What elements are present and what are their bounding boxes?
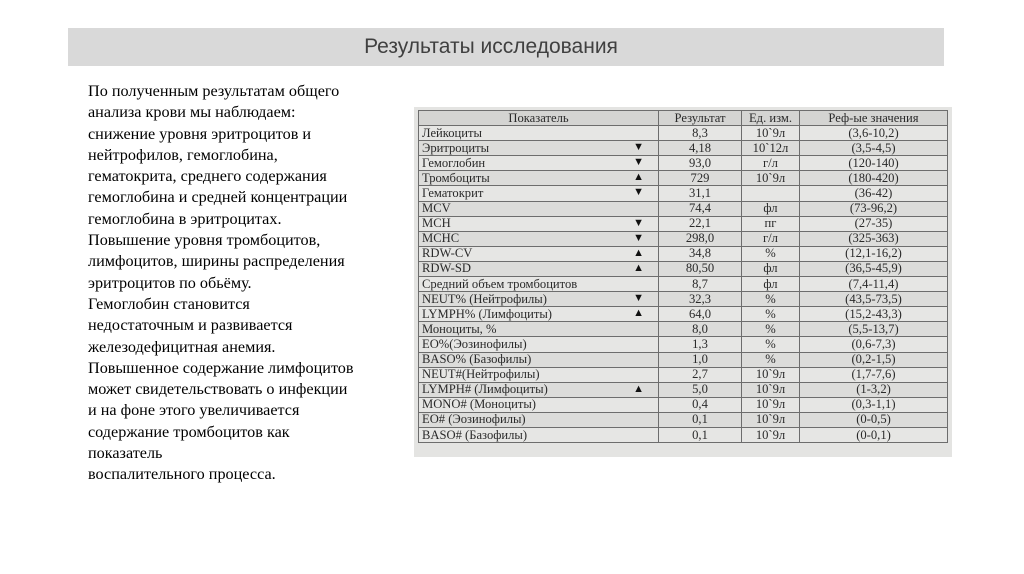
table-row: [419, 186, 948, 201]
parameter-name: [419, 382, 659, 397]
reference-range: (15,2-43,3): [800, 307, 948, 322]
parameter-label: NEUT% (Нейтрофилы): [422, 291, 547, 306]
parameter-name: [419, 171, 659, 186]
parameter-name: [419, 307, 659, 322]
description-line: воспалительного процесса.: [88, 465, 276, 484]
parameter-name: [419, 201, 659, 216]
result-value: 0,4: [659, 397, 742, 412]
arrow-up-icon: ▲: [633, 171, 644, 184]
parameter-label: MCHC: [422, 231, 460, 246]
reference-range: (325-363): [800, 231, 948, 246]
unit: 10`9л: [742, 397, 800, 412]
description-line: Гемоглобин становится: [88, 294, 250, 313]
result-value: 729: [659, 171, 742, 186]
table-row: [419, 322, 948, 337]
parameter-label: NEUT#(Нейтрофилы): [422, 367, 540, 382]
parameter-label: LYMPH% (Лимфоциты): [422, 306, 553, 321]
parameter-name: [419, 322, 659, 337]
arrow-down-icon: ▼: [633, 156, 644, 169]
reference-range: (1,7-7,6): [800, 367, 948, 382]
parameter-label: MONO# (Моноциты): [422, 397, 536, 412]
arrow-down-icon: ▼: [633, 141, 644, 154]
reference-range: (0-0,5): [800, 412, 948, 427]
table-row: [419, 307, 948, 322]
parameter-name: [419, 186, 659, 201]
parameter-name: [419, 231, 659, 246]
parameter-label: EO%(Эозинофилы): [422, 336, 527, 351]
description-line: и на фоне этого увеличивается: [88, 401, 300, 420]
unit: фл: [742, 277, 800, 292]
parameter-name: [419, 246, 659, 261]
description-line: анализа крови мы наблюдаем:: [88, 103, 296, 122]
reference-range: (0,6-7,3): [800, 337, 948, 352]
result-value: 8,3: [659, 126, 742, 141]
result-value: 2,7: [659, 367, 742, 382]
arrow-down-icon: ▼: [633, 231, 644, 244]
result-value: 0,1: [659, 427, 742, 442]
unit: 10`9л: [742, 412, 800, 427]
arrow-up-icon: ▲: [633, 261, 644, 274]
unit: 10`9л: [742, 367, 800, 382]
unit: %: [742, 246, 800, 261]
reference-range: (5,5-13,7): [800, 322, 948, 337]
description-line: гемоглобина в эритроцитах.: [88, 209, 282, 228]
description-text: [88, 81, 413, 486]
result-value: 8,0: [659, 322, 742, 337]
unit: %: [742, 352, 800, 367]
header-parameter: Показатель: [419, 111, 659, 126]
reference-range: (0,3-1,1): [800, 397, 948, 412]
description-line: Повышение уровня тромбоцитов,: [88, 231, 321, 250]
parameter-name: [419, 337, 659, 352]
arrow-up-icon: ▲: [633, 307, 644, 320]
arrow-up-icon: ▲: [633, 382, 644, 395]
parameter-name: [419, 216, 659, 231]
parameter-label: Гематокрит: [422, 186, 484, 201]
table-row: [419, 367, 948, 382]
description-line: гематокрита, среднего содержания: [88, 167, 327, 186]
parameter-name: [419, 352, 659, 367]
reference-range: (12,1-16,2): [800, 246, 948, 261]
unit: 10`9л: [742, 382, 800, 397]
result-value: 5,0: [659, 382, 742, 397]
reference-range: (0-0,1): [800, 427, 948, 442]
header-reference: Реф-ые значения: [800, 111, 948, 126]
reference-range: (7,4-11,4): [800, 277, 948, 292]
description-line: может свидетельствовать о инфекции: [88, 380, 348, 399]
table-row: [419, 156, 948, 171]
description-line: содержание тромбоцитов как: [88, 422, 290, 441]
result-value: 0,1: [659, 412, 742, 427]
result-value: 32,3: [659, 292, 742, 307]
table-row: [419, 171, 948, 186]
unit: [742, 186, 800, 201]
parameter-label: Моноциты, %: [422, 321, 497, 336]
reference-range: (120-140): [800, 156, 948, 171]
reference-range: (3,6-10,2): [800, 126, 948, 141]
description-line: снижение уровня эритроцитов и: [88, 124, 312, 143]
result-value: 93,0: [659, 156, 742, 171]
table-row: [419, 126, 948, 141]
unit: %: [742, 292, 800, 307]
table-row: [419, 292, 948, 307]
unit: г/л: [742, 156, 800, 171]
blood-test-results-table: [418, 110, 948, 443]
reference-range: (73-96,2): [800, 201, 948, 216]
parameter-label: Тромбоциты: [422, 170, 490, 185]
description-line: лимфоцитов, ширины распределения: [88, 252, 345, 271]
reference-range: (1-3,2): [800, 382, 948, 397]
parameter-label: Эритроциты: [422, 140, 490, 155]
result-value: 298,0: [659, 231, 742, 246]
unit: пг: [742, 216, 800, 231]
result-value: 64,0: [659, 307, 742, 322]
slide-title-bar: [68, 28, 944, 66]
result-value: 74,4: [659, 201, 742, 216]
unit: г/л: [742, 231, 800, 246]
parameter-name: [419, 141, 659, 156]
description-line: показатель: [88, 444, 163, 463]
reference-range: (36,5-45,9): [800, 261, 948, 276]
arrow-down-icon: ▼: [633, 292, 644, 305]
parameter-label: MCV: [422, 201, 451, 216]
reference-range: (180-420): [800, 171, 948, 186]
result-value: 22,1: [659, 216, 742, 231]
result-value: 31,1: [659, 186, 742, 201]
unit: %: [742, 307, 800, 322]
result-value: 4,18: [659, 141, 742, 156]
unit: 10`9л: [742, 427, 800, 442]
table-row: [419, 277, 948, 292]
table-row: [419, 427, 948, 442]
table-row: [419, 246, 948, 261]
result-value: 1,0: [659, 352, 742, 367]
parameter-name: [419, 427, 659, 442]
table-row: [419, 382, 948, 397]
table-row: [419, 261, 948, 276]
unit: фл: [742, 261, 800, 276]
table-row: [419, 201, 948, 216]
unit: %: [742, 322, 800, 337]
reference-range: (43,5-73,5): [800, 292, 948, 307]
parameter-label: Средний объем тромбоцитов: [422, 276, 578, 291]
description-line: По полученным результатам общего: [88, 82, 340, 100]
arrow-down-icon: ▼: [633, 186, 644, 199]
parameter-name: [419, 367, 659, 382]
parameter-name: [419, 292, 659, 307]
parameter-label: RDW-SD: [422, 261, 471, 276]
parameter-name: [419, 126, 659, 141]
table-row: [419, 352, 948, 367]
table-row: [419, 412, 948, 427]
description-line: гемоглобина и средней концентрации: [88, 188, 348, 207]
result-value: 34,8: [659, 246, 742, 261]
parameter-name: [419, 261, 659, 276]
arrow-up-icon: ▲: [633, 246, 644, 259]
parameter-label: RDW-CV: [422, 246, 473, 261]
unit: фл: [742, 201, 800, 216]
result-value: 80,50: [659, 261, 742, 276]
table-row: [419, 141, 948, 156]
parameter-label: BASO# (Базофилы): [422, 427, 528, 442]
description-line: недостаточным и развивается: [88, 316, 293, 335]
reference-range: (27-35): [800, 216, 948, 231]
unit: 10`12л: [742, 141, 800, 156]
table-row: [419, 397, 948, 412]
parameter-name: [419, 397, 659, 412]
reference-range: (0,2-1,5): [800, 352, 948, 367]
description-line: эритроцитов по обьёму.: [88, 273, 252, 292]
unit: %: [742, 337, 800, 352]
parameter-name: [419, 156, 659, 171]
parameter-label: EO# (Эозинофилы): [422, 412, 526, 427]
description-line: Повышенное содержание лимфоцитов: [88, 358, 354, 377]
unit: 10`9л: [742, 126, 800, 141]
parameter-label: MCH: [422, 216, 451, 231]
parameter-label: Лейкоциты: [422, 125, 483, 140]
description-line: железодефицитная анемия.: [88, 337, 276, 356]
header-result: Результат: [659, 111, 742, 126]
reference-range: (36-42): [800, 186, 948, 201]
description-line: нейтрофилов, гемоглобина,: [88, 145, 278, 164]
parameter-label: BASO% (Базофилы): [422, 352, 532, 367]
arrow-down-icon: ▼: [633, 216, 644, 229]
parameter-label: Гемоглобин: [422, 155, 486, 170]
result-value: 1,3: [659, 337, 742, 352]
table-header-row: [419, 111, 948, 126]
parameter-name: [419, 412, 659, 427]
table-row: [419, 337, 948, 352]
table-row: [419, 231, 948, 246]
table-row: [419, 216, 948, 231]
unit: 10`9л: [742, 171, 800, 186]
slide-title: Результаты исследования: [364, 35, 618, 58]
parameter-label: LYMPH# (Лимфоциты): [422, 382, 548, 397]
header-unit: Ед. изм.: [742, 111, 800, 126]
parameter-name: [419, 277, 659, 292]
result-value: 8,7: [659, 277, 742, 292]
reference-range: (3,5-4,5): [800, 141, 948, 156]
